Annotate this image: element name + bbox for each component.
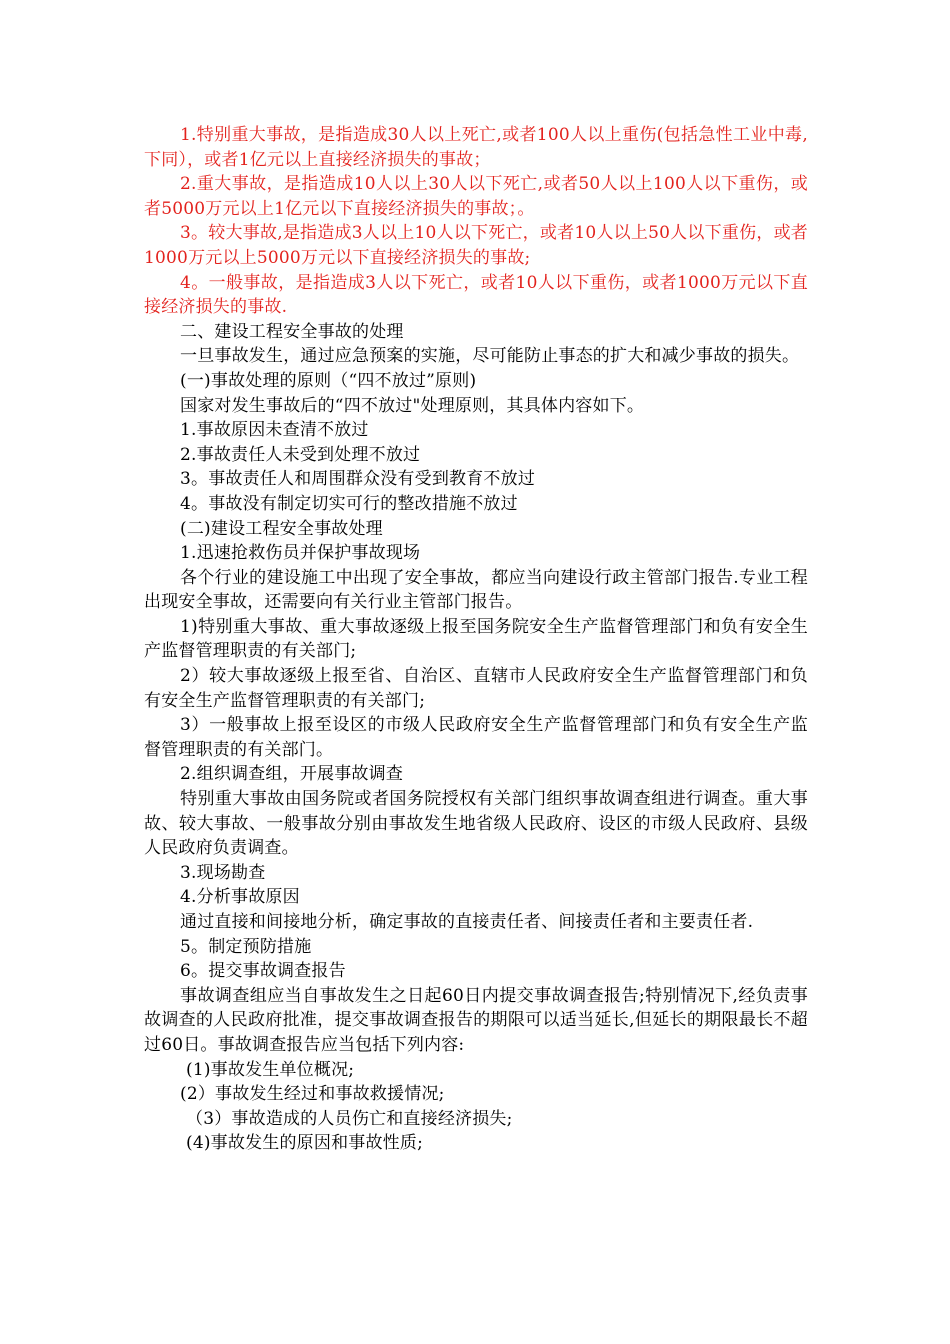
list-item: 6。提交事故调查报告 <box>180 961 346 982</box>
list-item: (2）事故发生经过和事故救援情况; <box>180 1084 445 1105</box>
list-item: 3）一般事故上报至设区的市级人民政府安全生产监督管理部门和负有安全生产监督管理职责的有关部门。 <box>144 715 808 760</box>
paragraph-accident-level-4: 4。一般事故，是指造成3人以下死亡，或者10人以下重伤，或者1000万元以下直接经济损失的事故. <box>144 272 808 318</box>
list-item: (4)事故发生的原因和事故性质; <box>186 1133 424 1154</box>
paragraph: 特别重大事故由国务院或者国务院授权有关部门组织事故调查组进行调查。重大事故、较大事故、一般事故分别由事故发生地省级人民政府、设区的市级人民政府、县级人民政府负责调查。 <box>144 789 808 859</box>
list-item: 1)特别重大事故、重大事故逐级上报至国务院安全生产监督管理部门和负有安全生产监督管理职责的有关部门; <box>144 616 808 662</box>
list-item: 3。事故责任人和周围群众没有受到教育不放过 <box>180 469 536 490</box>
list-item: 5。制定预防措施 <box>180 936 312 957</box>
list-item: 1.事故原因未查清不放过 <box>180 420 369 441</box>
section-heading-handling: 二、建设工程安全事故的处理 <box>180 321 404 342</box>
paragraph: 事故调查组应当自事故发生之日起60日内提交事故调查报告;特别情况下,经负责事故调查的人民政府批准，提交事故调查报告的期限可以适当延长,但延长的期限最长不超过60日。事故调查报告应当包括下列内容: <box>144 985 808 1055</box>
list-item: (1)事故发生单位概况; <box>186 1059 355 1080</box>
subsection-heading-handling: (二)建设工程安全事故处理 <box>180 518 383 539</box>
subsection-heading-principles: (一)事故处理的原则（“四不放过”原则) <box>180 370 477 391</box>
list-item: 1.迅速抢救伤员并保护事故现场 <box>180 543 421 564</box>
document-page <box>144 123 808 1156</box>
paragraph-accident-level-2: 2.重大事故，是指造成10人以上30人以下死亡,或者50人以上100人以下重伤，或者5000万元以上1亿元以下直接经济损失的事故；。 <box>144 174 808 219</box>
list-item: 4。事故没有制定切实可行的整改措施不放过 <box>180 493 518 514</box>
list-item: 2）较大事故逐级上报至省、自治区、直辖市人民政府安全生产监督管理部门和负有安全生产监督管理职责的有关部门; <box>144 666 808 711</box>
paragraph: 国家对发生事故后的“四不放过"处理原则，其具体内容如下。 <box>180 395 645 416</box>
list-item: 4.分析事故原因 <box>180 887 300 908</box>
list-item: 2.组织调查组，开展事故调查 <box>180 764 404 785</box>
paragraph: 通过直接和间接地分析，确定事故的直接责任者、间接责任者和主要责任者. <box>180 912 754 932</box>
list-item: 3.现场勘查 <box>180 862 266 883</box>
paragraph-accident-level-1: 1.特别重大事故，是指造成30人以上死亡,或者100人以上重伤(包括急性工业中毒,下同），或者1亿元以上直接经济损失的事故； <box>144 125 808 170</box>
list-item: （3）事故造成的人员伤亡和直接经济损失; <box>186 1108 513 1129</box>
list-item: 2.事故责任人未受到处理不放过 <box>180 444 421 465</box>
paragraph: 一旦事故发生，通过应急预案的实施，尽可能防止事态的扩大和减少事故的损失。 <box>180 346 800 367</box>
paragraph-accident-level-3: 3。较大事故,是指造成3人以上10人以下死亡，或者10人以上50人以下重伤，或者1000万元以上5000万元以下直接经济损失的事故; <box>144 223 808 268</box>
paragraph: 各个行业的建设施工中出现了安全事故，都应当向建设行政主管部门报告.专业工程出现安全事故，还需要向有关行业主管部门报告。 <box>144 567 808 613</box>
